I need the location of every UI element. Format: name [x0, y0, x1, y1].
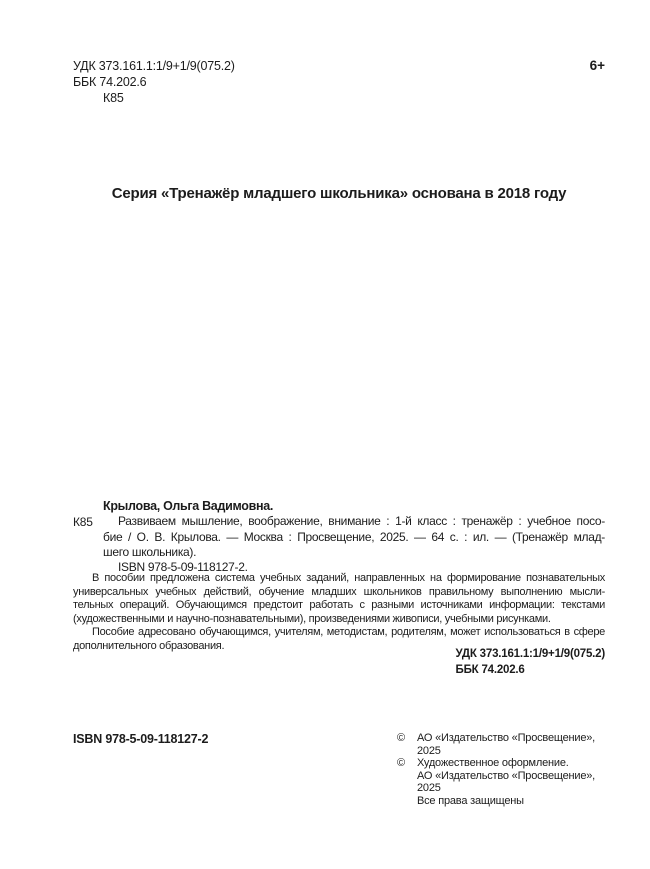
copyright-symbol [397, 770, 417, 795]
annotation-line: дополнительного образования. [73, 639, 225, 652]
copyright-text: АО «Издательство «Просвещение», 2025 [417, 769, 596, 795]
author-sign-code: К85 [103, 91, 124, 105]
udk-code: УДК 373.161.1:1/9+1/9(075.2) [73, 59, 235, 73]
catalog-entry-line: Развиваем мышление, воображение, внимание : 1-й класс : тренажёр : учебное посо- [118, 514, 605, 529]
catalog-author-sign: К85 [73, 515, 93, 529]
copyright-line [397, 757, 607, 770]
bbk-code-bottom: ББК 74.202.6 [455, 663, 525, 676]
isbn-catalog-line: ISBN 978-5-09-118127-2. [118, 560, 248, 575]
bbk-code: ББК 74.202.6 [73, 75, 147, 89]
copyright-symbol: © [397, 732, 405, 744]
annotation-line: В пособии предложена система учебных заданий, направленных на формирование познавательных [92, 572, 605, 584]
isbn-footer: ISBN 978-5-09-118127-2 [73, 732, 209, 746]
age-rating-badge: 6+ [589, 58, 605, 73]
catalog-entry-line: шего школьника). [103, 544, 197, 559]
copyright-block [397, 732, 607, 808]
classification-codes-bottom [456, 647, 606, 678]
copyright-line [397, 795, 607, 808]
annotation [73, 572, 605, 654]
udk-code-bottom: УДК 373.161.1:1/9+1/9(075.2) [455, 648, 605, 660]
catalog-entry [103, 499, 605, 575]
annotation-line: тельных операций. Обучающимся предстоит работать с разными источниками информации: текстами [73, 599, 605, 612]
copyright-symbol: © [397, 757, 405, 770]
copyright-text: АО «Издательство «Просвещение», 2025 [417, 732, 596, 757]
annotation-line: (художественными и научно-познавательными), произведениями живописи, учебными рисунками. [73, 612, 551, 625]
author-name: Крылова, Ольга Вадимовна. [103, 499, 274, 513]
annotation-line: Пособие адресовано обучающимся, учителям, методистам, родителям, может использоваться в сфере [92, 626, 605, 639]
catalog-entry-line: бие / О. В. Крылова. — Москва : Просвещение, 2025. — 64 с. : ил. — (Тренажёр млад- [103, 529, 605, 544]
copyright-line [397, 732, 607, 757]
annotation-line: универсальных учебных действий, обучение младших школьников правильному выполнению мысли- [73, 585, 605, 598]
copyright-line [397, 770, 607, 795]
classification-codes-top [73, 58, 235, 106]
copyright-text: Все права защищены [417, 794, 524, 807]
copyright-symbol [397, 795, 417, 808]
series-note: Серия «Тренажёр младшего школьника» основана в 2018 году [111, 185, 567, 202]
copyright-text: Художественное оформление. [417, 757, 569, 770]
